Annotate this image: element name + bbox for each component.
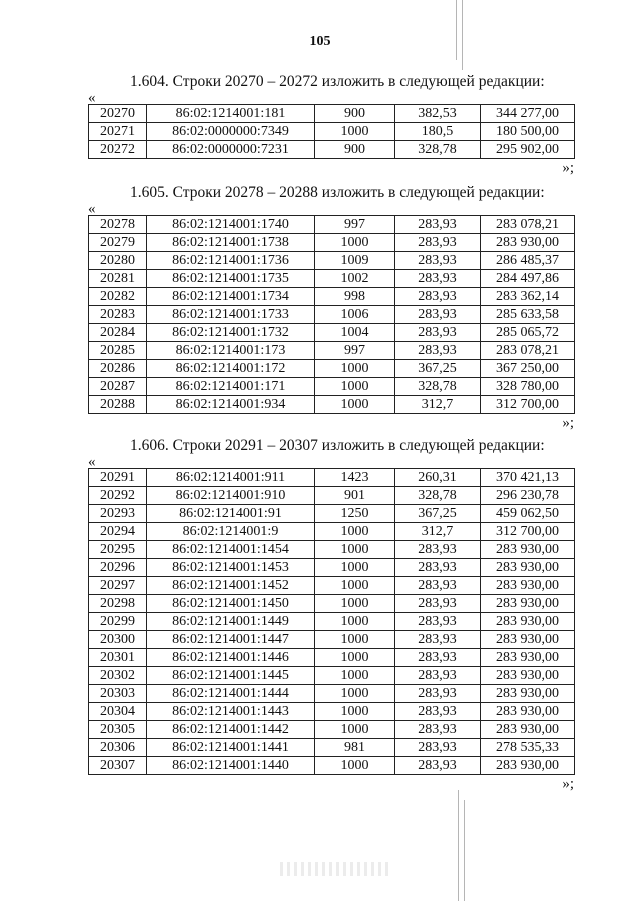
close-quote: »; — [562, 776, 574, 792]
cadastral-number-cell: 86:02:1214001:1732 — [147, 324, 315, 342]
cadastral-number-cell: 86:02:1214001:934 — [147, 396, 315, 414]
amount-cell: 283 930,00 — [481, 541, 575, 559]
area-cell: 1423 — [315, 469, 395, 487]
rate-cell: 283,93 — [395, 649, 481, 667]
rate-cell: 283,93 — [395, 234, 481, 252]
area-cell: 900 — [315, 105, 395, 123]
area-cell: 1000 — [315, 613, 395, 631]
table-row — [89, 757, 575, 775]
amount-cell: 283 930,00 — [481, 559, 575, 577]
rate-cell: 367,25 — [395, 505, 481, 523]
area-cell: 1000 — [315, 396, 395, 414]
amount-cell: 459 062,50 — [481, 505, 575, 523]
amount-cell: 367 250,00 — [481, 360, 575, 378]
rate-cell: 283,93 — [395, 216, 481, 234]
table-body — [89, 469, 575, 775]
area-cell: 1009 — [315, 252, 395, 270]
table-row — [89, 252, 575, 270]
area-cell: 1000 — [315, 559, 395, 577]
rate-cell: 312,7 — [395, 396, 481, 414]
cadastral-number-cell: 86:02:1214001:1452 — [147, 577, 315, 595]
area-cell: 1004 — [315, 324, 395, 342]
section-1-604 — [88, 72, 574, 177]
cadastral-number-cell: 86:02:1214001:1441 — [147, 739, 315, 757]
row-number-cell: 20305 — [89, 721, 147, 739]
table-row — [89, 324, 575, 342]
cadastral-number-cell: 86:02:1214001:1449 — [147, 613, 315, 631]
amount-cell: 283 930,00 — [481, 721, 575, 739]
area-cell: 1000 — [315, 378, 395, 396]
cadastral-number-cell: 86:02:0000000:7349 — [147, 123, 315, 141]
area-cell: 901 — [315, 487, 395, 505]
area-cell: 1000 — [315, 685, 395, 703]
row-number-cell: 20296 — [89, 559, 147, 577]
scan-artifact-line — [464, 800, 465, 901]
area-cell: 1000 — [315, 577, 395, 595]
amount-cell: 295 902,00 — [481, 141, 575, 159]
area-cell: 1000 — [315, 541, 395, 559]
row-number-cell: 20284 — [89, 324, 147, 342]
table-row — [89, 270, 575, 288]
amount-cell: 283 930,00 — [481, 631, 575, 649]
area-cell: 1000 — [315, 234, 395, 252]
area-cell: 997 — [315, 342, 395, 360]
amount-cell: 283 930,00 — [481, 685, 575, 703]
row-number-cell: 20278 — [89, 216, 147, 234]
cadastral-number-cell: 86:02:1214001:1446 — [147, 649, 315, 667]
cadastral-number-cell: 86:02:1214001:911 — [147, 469, 315, 487]
rate-cell: 283,93 — [395, 721, 481, 739]
table-row — [89, 487, 575, 505]
row-number-cell: 20271 — [89, 123, 147, 141]
table-row — [89, 631, 575, 649]
rate-cell: 328,78 — [395, 141, 481, 159]
rate-cell: 283,93 — [395, 252, 481, 270]
cadastral-number-cell: 86:02:1214001:1738 — [147, 234, 315, 252]
table-row — [89, 595, 575, 613]
area-cell: 998 — [315, 288, 395, 306]
rate-cell: 312,7 — [395, 523, 481, 541]
amount-cell: 283 078,21 — [481, 342, 575, 360]
amount-cell: 283 362,14 — [481, 288, 575, 306]
area-cell: 1002 — [315, 270, 395, 288]
amount-cell: 283 930,00 — [481, 649, 575, 667]
table-row — [89, 721, 575, 739]
rate-cell: 180,5 — [395, 123, 481, 141]
rate-cell: 260,31 — [395, 469, 481, 487]
scan-artifact-line — [456, 0, 457, 60]
cadastral-number-cell: 86:02:0000000:7231 — [147, 141, 315, 159]
cadastral-number-cell: 86:02:1214001:1444 — [147, 685, 315, 703]
amount-cell: 285 065,72 — [481, 324, 575, 342]
cadastral-number-cell: 86:02:1214001:1453 — [147, 559, 315, 577]
area-cell: 1000 — [315, 649, 395, 667]
table-row — [89, 739, 575, 757]
rate-cell: 283,93 — [395, 541, 481, 559]
rate-cell: 367,25 — [395, 360, 481, 378]
table-row — [89, 216, 575, 234]
row-number-cell: 20282 — [89, 288, 147, 306]
amount-cell: 283 078,21 — [481, 216, 575, 234]
rate-cell: 283,93 — [395, 324, 481, 342]
table-row — [89, 649, 575, 667]
row-number-cell: 20293 — [89, 505, 147, 523]
table-row — [89, 667, 575, 685]
row-number-cell: 20294 — [89, 523, 147, 541]
cadastral-number-cell: 86:02:1214001:1454 — [147, 541, 315, 559]
table-row — [89, 306, 575, 324]
cadastral-number-cell: 86:02:1214001:172 — [147, 360, 315, 378]
amount-cell: 283 930,00 — [481, 703, 575, 721]
table-row — [89, 141, 575, 159]
cadastral-number-cell: 86:02:1214001:910 — [147, 487, 315, 505]
table-row — [89, 396, 575, 414]
area-cell: 1250 — [315, 505, 395, 523]
row-number-cell: 20303 — [89, 685, 147, 703]
area-cell: 1000 — [315, 123, 395, 141]
table-row — [89, 685, 575, 703]
row-number-cell: 20280 — [89, 252, 147, 270]
row-number-cell: 20270 — [89, 105, 147, 123]
table-row — [89, 342, 575, 360]
amount-cell: 283 930,00 — [481, 757, 575, 775]
row-number-cell: 20307 — [89, 757, 147, 775]
row-number-cell: 20288 — [89, 396, 147, 414]
row-number-cell: 20302 — [89, 667, 147, 685]
cadastral-number-cell: 86:02:1214001:1740 — [147, 216, 315, 234]
rate-cell: 283,93 — [395, 306, 481, 324]
amount-cell: 328 780,00 — [481, 378, 575, 396]
cadastral-number-cell: 86:02:1214001:1736 — [147, 252, 315, 270]
row-number-cell: 20301 — [89, 649, 147, 667]
rate-cell: 328,78 — [395, 487, 481, 505]
table-row — [89, 505, 575, 523]
close-quote: »; — [562, 415, 574, 431]
cadastral-number-cell: 86:02:1214001:1734 — [147, 288, 315, 306]
row-number-cell: 20279 — [89, 234, 147, 252]
open-quote: « — [88, 90, 96, 106]
rate-cell: 283,93 — [395, 577, 481, 595]
row-number-cell: 20295 — [89, 541, 147, 559]
area-cell: 900 — [315, 141, 395, 159]
amount-cell: 344 277,00 — [481, 105, 575, 123]
section-heading: 1.606. Строки 20291 – 20307 изложить в следующей редакции: — [130, 437, 545, 454]
rate-cell: 283,93 — [395, 613, 481, 631]
row-number-cell: 20298 — [89, 595, 147, 613]
amount-cell: 180 500,00 — [481, 123, 575, 141]
scan-artifact-line — [458, 790, 459, 901]
table-row — [89, 360, 575, 378]
amount-cell: 296 230,78 — [481, 487, 575, 505]
table-row — [89, 378, 575, 396]
amount-cell: 283 930,00 — [481, 667, 575, 685]
rate-cell: 283,93 — [395, 667, 481, 685]
row-number-cell: 20306 — [89, 739, 147, 757]
table-row — [89, 577, 575, 595]
cadastral-number-cell: 86:02:1214001:1442 — [147, 721, 315, 739]
rate-cell: 283,93 — [395, 757, 481, 775]
cadastral-number-cell: 86:02:1214001:181 — [147, 105, 315, 123]
area-cell: 1000 — [315, 360, 395, 378]
area-cell: 981 — [315, 739, 395, 757]
cadastral-number-cell: 86:02:1214001:1450 — [147, 595, 315, 613]
table-row — [89, 703, 575, 721]
table-row — [89, 523, 575, 541]
cadastral-number-cell: 86:02:1214001:91 — [147, 505, 315, 523]
area-cell: 1000 — [315, 631, 395, 649]
area-cell: 997 — [315, 216, 395, 234]
amount-cell: 370 421,13 — [481, 469, 575, 487]
amount-cell: 312 700,00 — [481, 396, 575, 414]
close-quote: »; — [562, 160, 574, 176]
rate-cell: 382,53 — [395, 105, 481, 123]
rate-cell: 283,93 — [395, 631, 481, 649]
cadastral-number-cell: 86:02:1214001:173 — [147, 342, 315, 360]
area-cell: 1000 — [315, 703, 395, 721]
rate-cell: 283,93 — [395, 559, 481, 577]
scan-smudge — [280, 862, 390, 876]
cadastral-number-cell: 86:02:1214001:1443 — [147, 703, 315, 721]
table-row — [89, 234, 575, 252]
table-row — [89, 105, 575, 123]
page-number: 105 — [309, 34, 331, 49]
table-row — [89, 469, 575, 487]
amount-cell: 283 930,00 — [481, 613, 575, 631]
table-body — [89, 216, 575, 414]
rate-cell: 283,93 — [395, 739, 481, 757]
row-number-cell: 20297 — [89, 577, 147, 595]
section-1-605 — [88, 183, 574, 432]
cadastral-number-cell: 86:02:1214001:1735 — [147, 270, 315, 288]
data-table — [88, 468, 575, 775]
rate-cell: 283,93 — [395, 595, 481, 613]
row-number-cell: 20286 — [89, 360, 147, 378]
table-row — [89, 559, 575, 577]
area-cell: 1000 — [315, 667, 395, 685]
row-number-cell: 20299 — [89, 613, 147, 631]
area-cell: 1000 — [315, 595, 395, 613]
open-quote: « — [88, 201, 96, 217]
data-table — [88, 104, 575, 159]
amount-cell: 278 535,33 — [481, 739, 575, 757]
scan-artifact-line — [462, 0, 463, 70]
open-quote: « — [88, 454, 96, 470]
rate-cell: 283,93 — [395, 685, 481, 703]
section-heading: 1.605. Строки 20278 – 20288 изложить в следующей редакции: — [130, 184, 545, 201]
cadastral-number-cell: 86:02:1214001:1447 — [147, 631, 315, 649]
table-row — [89, 541, 575, 559]
row-number-cell: 20292 — [89, 487, 147, 505]
table-row — [89, 288, 575, 306]
table-body — [89, 105, 575, 159]
row-number-cell: 20304 — [89, 703, 147, 721]
amount-cell: 285 633,58 — [481, 306, 575, 324]
row-number-cell: 20283 — [89, 306, 147, 324]
area-cell: 1006 — [315, 306, 395, 324]
amount-cell: 283 930,00 — [481, 234, 575, 252]
area-cell: 1000 — [315, 757, 395, 775]
cadastral-number-cell: 86:02:1214001:1733 — [147, 306, 315, 324]
table-row — [89, 613, 575, 631]
area-cell: 1000 — [315, 523, 395, 541]
rate-cell: 283,93 — [395, 270, 481, 288]
rate-cell: 328,78 — [395, 378, 481, 396]
area-cell: 1000 — [315, 721, 395, 739]
row-number-cell: 20291 — [89, 469, 147, 487]
amount-cell: 283 930,00 — [481, 595, 575, 613]
section-1-606 — [88, 436, 574, 793]
cadastral-number-cell: 86:02:1214001:1445 — [147, 667, 315, 685]
section-heading: 1.604. Строки 20270 – 20272 изложить в следующей редакции: — [130, 73, 545, 90]
rate-cell: 283,93 — [395, 288, 481, 306]
cadastral-number-cell: 86:02:1214001:1440 — [147, 757, 315, 775]
row-number-cell: 20281 — [89, 270, 147, 288]
row-number-cell: 20272 — [89, 141, 147, 159]
data-table — [88, 215, 575, 414]
amount-cell: 283 930,00 — [481, 577, 575, 595]
amount-cell: 312 700,00 — [481, 523, 575, 541]
row-number-cell: 20285 — [89, 342, 147, 360]
amount-cell: 286 485,37 — [481, 252, 575, 270]
cadastral-number-cell: 86:02:1214001:171 — [147, 378, 315, 396]
row-number-cell: 20300 — [89, 631, 147, 649]
table-row — [89, 123, 575, 141]
amount-cell: 284 497,86 — [481, 270, 575, 288]
cadastral-number-cell: 86:02:1214001:9 — [147, 523, 315, 541]
rate-cell: 283,93 — [395, 342, 481, 360]
rate-cell: 283,93 — [395, 703, 481, 721]
row-number-cell: 20287 — [89, 378, 147, 396]
